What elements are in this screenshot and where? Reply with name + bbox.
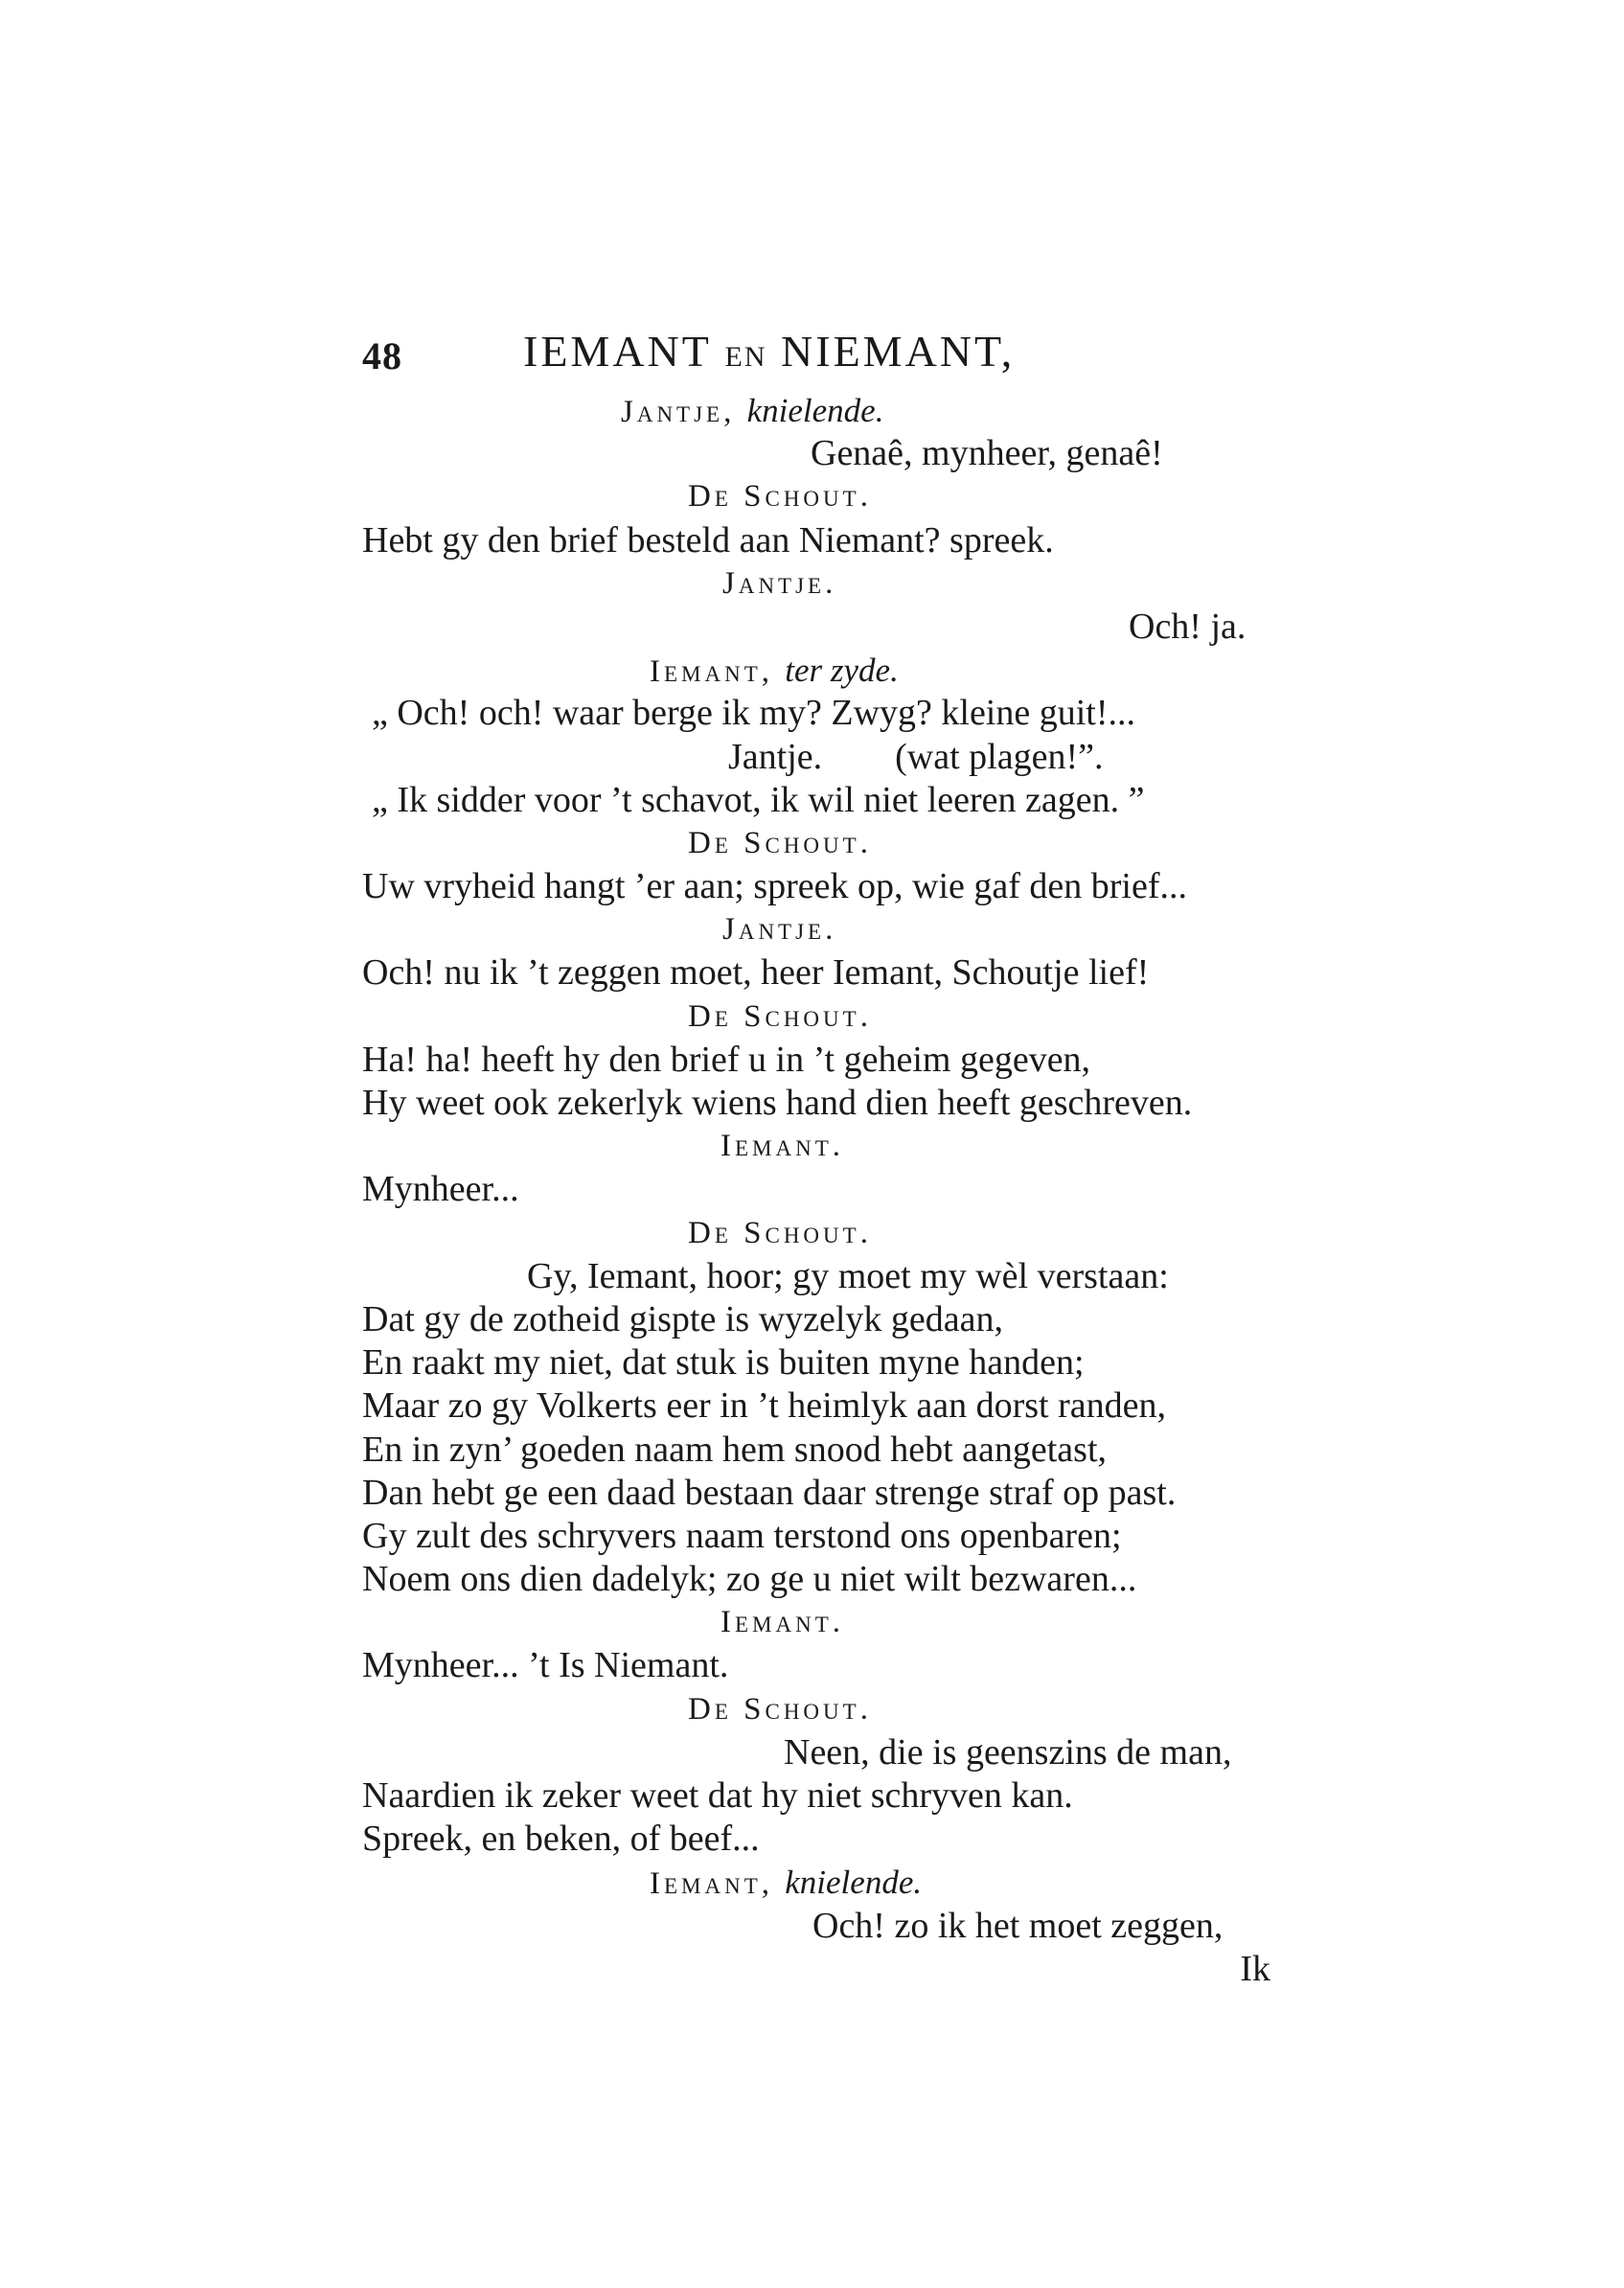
speaker-name: De Schout. xyxy=(688,825,872,860)
speaker-name: De Schout. xyxy=(688,1215,872,1250)
speaker-name: De Schout. xyxy=(688,479,872,515)
page-number: 48 xyxy=(362,334,402,378)
speaker-name: Jantje. xyxy=(722,565,837,601)
speaker-heading xyxy=(362,1212,1282,1255)
speaker-name: Iemant, xyxy=(650,1866,786,1902)
speaker-heading xyxy=(362,995,1282,1039)
speaker-heading xyxy=(362,1688,1282,1731)
speaker-heading xyxy=(362,1861,1282,1904)
verse-line: Ha! ha! heeft hy den brief u in ’t geheim gegeven, xyxy=(362,1039,1091,1080)
verse-line: „ Ik sidder voor ’t schavot, ik wil niet leeren zagen. ” xyxy=(372,779,1145,820)
verse-line: Mynheer... xyxy=(362,1169,519,1210)
verse-line: Maar zo gy Volkerts eer in ’t heimlyk aan dorst randen, xyxy=(362,1385,1166,1427)
speaker-heading xyxy=(362,908,1282,951)
verse-line: Och! ja. xyxy=(1129,606,1247,647)
speaker-name: Iemant. xyxy=(721,1129,845,1164)
title-part-niemant: NIEMANT, xyxy=(766,327,1016,376)
verse-line: Och! zo ik het moet zeggen, xyxy=(812,1905,1224,1946)
title-part-iemant: IEMANT xyxy=(523,327,725,376)
verse-line: Dan hebt ge een daad bestaan daar strenge straf op past. xyxy=(362,1472,1177,1513)
verse-line: En in zyn’ goeden naam hem snood hebt aangetast, xyxy=(362,1429,1107,1470)
stage-direction: knielende. xyxy=(746,392,884,429)
speaker-heading xyxy=(362,822,1282,865)
speaker-name: Iemant. xyxy=(721,1605,845,1640)
verse-line: Neen, die is geenszins de man, xyxy=(784,1731,1232,1773)
verse-line: Uw vryheid hangt ’er aan; spreek op, wie gaf den brief... xyxy=(362,866,1188,907)
stage-direction: ter zyde. xyxy=(785,652,899,690)
verse-line: Dat gy de zotheid gispte is wyzelyk gedaan, xyxy=(362,1298,1004,1339)
speaker-name: De Schout. xyxy=(688,1691,872,1727)
speaker-heading xyxy=(362,475,1282,518)
title-part-en: EN xyxy=(724,341,767,373)
verse-line: Jantje. (wat plagen!”. xyxy=(728,736,1104,777)
verse-line: Gy, Iemant, hoor; gy moet my wèl verstaan: xyxy=(527,1255,1169,1296)
book-page xyxy=(362,326,1282,1991)
speaker-heading xyxy=(362,389,1282,432)
catchword: Ik xyxy=(1240,1948,1270,1989)
speaker-name: Iemant, xyxy=(650,654,786,690)
speaker-name: Jantje, xyxy=(621,395,747,429)
speaker-name: De Schout. xyxy=(688,998,872,1034)
verse-line: Spreek, en beken, of beef... xyxy=(362,1819,760,1860)
verse-line: Gy zult des schryvers naam terstond ons openbaren; xyxy=(362,1515,1122,1556)
verse-line: Genaê, mynheer, genaê! xyxy=(811,433,1163,474)
speaker-heading xyxy=(362,1125,1282,1168)
verse-line: Hebt gy den brief besteld aan Niemant? spreek. xyxy=(362,519,1054,561)
verse-line: Och! nu ik ’t zeggen moet, heer Iemant, Schoutje lief! xyxy=(362,952,1150,994)
speaker-heading xyxy=(362,1601,1282,1644)
verse-line: Naardien ik zeker weet dat hy niet schryven kan. xyxy=(362,1775,1073,1816)
verse-line: Noem ons dien dadelyk; zo ge u niet wilt bezwaren... xyxy=(362,1559,1137,1600)
running-title xyxy=(523,326,1015,377)
verse-line: Mynheer... ’t Is Niemant. xyxy=(362,1645,729,1686)
verse-line: Hy weet ook zekerlyk wiens hand dien heeft geschreven. xyxy=(362,1083,1193,1123)
verse-line: En raakt my niet, dat stuk is buiten myne handen; xyxy=(362,1342,1085,1384)
speaker-heading xyxy=(362,649,1282,692)
stage-direction: knielende. xyxy=(785,1864,923,1902)
speaker-heading xyxy=(362,562,1282,606)
verse-line: „ Och! och! waar berge ik my? Zwyg? kleine guit!... xyxy=(372,693,1135,734)
play-text xyxy=(362,389,1282,1948)
speaker-name: Jantje. xyxy=(722,912,837,948)
page-header xyxy=(362,326,1282,385)
